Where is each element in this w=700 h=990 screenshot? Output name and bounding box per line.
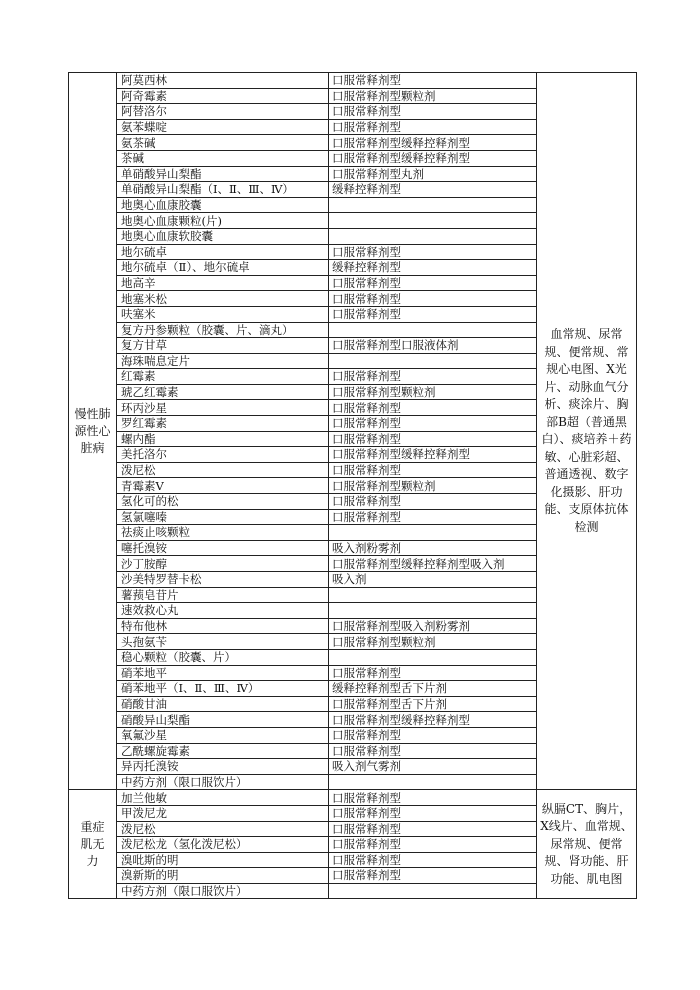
dosage-form-cell: 口服常释剂型 [329,73,537,89]
drug-name-cell: 地奥心血康颗粒(片) [117,213,329,229]
disease-name-cell: 慢性肺源性心脏病 [69,73,117,790]
dosage-form-cell: 口服常释剂型 [329,104,537,120]
drug-name-cell: 硝酸甘油 [117,696,329,712]
drug-catalog-table [68,72,637,899]
dosage-form-cell: 缓释控释剂型舌下片剂 [329,681,537,697]
drug-name-cell: 中药方剂（限口服饮片） [117,774,329,790]
drug-name-cell: 氧氟沙星 [117,727,329,743]
dosage-form-cell: 口服常释剂型丸剂 [329,166,537,182]
dosage-form-cell [329,774,537,790]
drug-name-cell: 氢氯噻嗪 [117,509,329,525]
dosage-form-cell [329,525,537,541]
drug-name-cell: 红霉素 [117,369,329,385]
drug-name-cell: 螺内酯 [117,431,329,447]
dosage-form-cell: 口服常释剂型缓释控释剂型吸入剂 [329,556,537,572]
disease-name-cell: 重症肌无力 [69,790,117,899]
dosage-form-cell: 口服常释剂型缓释控释剂型 [329,447,537,463]
dosage-form-cell [329,228,537,244]
drug-name-cell: 加兰他敏 [117,790,329,806]
dosage-form-cell: 吸入剂粉雾剂 [329,540,537,556]
dosage-form-cell [329,353,537,369]
drug-name-cell: 阿替洛尔 [117,104,329,120]
dosage-form-cell: 口服常释剂型 [329,868,537,884]
table-row [69,790,637,806]
dosage-form-cell: 口服常释剂型 [329,805,537,821]
dosage-form-cell [329,322,537,338]
dosage-form-cell: 口服常释剂型 [329,369,537,385]
dosage-form-cell [329,649,537,665]
drug-name-cell: 茶碱 [117,150,329,166]
drug-name-cell: 异丙托溴铵 [117,759,329,775]
drug-name-cell: 阿莫西林 [117,73,329,89]
table-body [69,73,637,899]
examination-items-cell: 纵膈CT、胸片，X线片、血常规、尿常规、便常规、肾功能、肝功能、肌电图 [537,790,637,899]
drug-name-cell: 美托洛尔 [117,447,329,463]
drug-name-cell: 泼尼松 [117,821,329,837]
dosage-form-cell: 口服常释剂型 [329,400,537,416]
dosage-form-cell: 吸入剂气雾剂 [329,759,537,775]
dosage-form-cell: 口服常释剂型颗粒剂 [329,634,537,650]
dosage-form-cell: 口服常释剂型 [329,291,537,307]
drug-name-cell: 呋塞米 [117,306,329,322]
drug-name-cell: 噻托溴铵 [117,540,329,556]
drug-name-cell: 地奥心血康软胶囊 [117,228,329,244]
drug-name-cell: 地高辛 [117,275,329,291]
dosage-form-cell: 口服常释剂型舌下片剂 [329,696,537,712]
drug-name-cell: 罗红霉素 [117,416,329,432]
dosage-form-cell: 口服常释剂型 [329,431,537,447]
dosage-form-cell: 口服常释剂型颗粒剂 [329,478,537,494]
drug-name-cell: 地塞米松 [117,291,329,307]
drug-name-cell: 硝苯地平（Ⅰ、Ⅱ、Ⅲ、Ⅳ） [117,681,329,697]
drug-name-cell: 单硝酸异山梨酯 [117,166,329,182]
dosage-form-cell: 口服常释剂型 [329,509,537,525]
dosage-form-cell: 口服常释剂型 [329,727,537,743]
dosage-form-cell [329,587,537,603]
dosage-form-cell [329,213,537,229]
drug-name-cell: 环丙沙星 [117,400,329,416]
drug-name-cell: 氢化可的松 [117,494,329,510]
dosage-form-cell: 口服常释剂型口服液体剂 [329,338,537,354]
dosage-form-cell: 口服常释剂型缓释控释剂型 [329,712,537,728]
dosage-form-cell: 口服常释剂型缓释控释剂型 [329,135,537,151]
drug-name-cell: 复方丹参颗粒（胶囊、片、滴丸） [117,322,329,338]
drug-name-cell: 速效救心丸 [117,603,329,619]
drug-name-cell: 海珠喘息定片 [117,353,329,369]
dosage-form-cell [329,603,537,619]
dosage-form-cell: 缓释控释剂型 [329,260,537,276]
drug-name-cell: 阿奇霉素 [117,88,329,104]
drug-name-cell: 单硝酸异山梨酯（Ⅰ、Ⅱ、Ⅲ、Ⅳ） [117,182,329,198]
drug-name-cell: 稳心颗粒（胶囊、片） [117,649,329,665]
drug-name-cell: 氨茶碱 [117,135,329,151]
drug-name-cell: 头孢氨苄 [117,634,329,650]
dosage-form-cell: 口服常释剂型 [329,306,537,322]
dosage-form-cell [329,197,537,213]
drug-name-cell: 乙酰螺旋霉素 [117,743,329,759]
drug-name-cell: 薯蓣皂苷片 [117,587,329,603]
dosage-form-cell: 口服常释剂型 [329,244,537,260]
dosage-form-cell: 口服常释剂型颗粒剂 [329,88,537,104]
drug-name-cell: 溴新斯的明 [117,868,329,884]
dosage-form-cell: 口服常释剂型 [329,462,537,478]
dosage-form-cell: 口服常释剂型 [329,665,537,681]
drug-name-cell: 祛痰止咳颗粒 [117,525,329,541]
dosage-form-cell: 缓释控释剂型 [329,182,537,198]
drug-name-cell: 复方甘草 [117,338,329,354]
drug-name-cell: 硝苯地平 [117,665,329,681]
drug-name-cell: 溴吡斯的明 [117,852,329,868]
drug-name-cell: 地尔硫卓（Ⅱ）、地尔硫卓 [117,260,329,276]
dosage-form-cell: 吸入剂 [329,572,537,588]
drug-name-cell: 泼尼松 [117,462,329,478]
dosage-form-cell: 口服常释剂型颗粒剂 [329,384,537,400]
dosage-form-cell: 口服常释剂型 [329,821,537,837]
dosage-form-cell: 口服常释剂型 [329,416,537,432]
drug-name-cell: 琥乙红霉素 [117,384,329,400]
dosage-form-cell: 口服常释剂型 [329,837,537,853]
drug-name-cell: 泼尼松龙（氢化泼尼松） [117,837,329,853]
drug-catalog-page [68,72,636,899]
dosage-form-cell: 口服常释剂型 [329,852,537,868]
dosage-form-cell [329,883,537,899]
drug-name-cell: 硝酸异山梨酯 [117,712,329,728]
dosage-form-cell: 口服常释剂型 [329,119,537,135]
dosage-form-cell: 口服常释剂型 [329,743,537,759]
drug-name-cell: 青霉素V [117,478,329,494]
table-row [69,73,637,89]
dosage-form-cell: 口服常释剂型吸入剂粉雾剂 [329,618,537,634]
drug-name-cell: 氨苯蝶啶 [117,119,329,135]
drug-name-cell: 沙丁胺醇 [117,556,329,572]
drug-name-cell: 沙美特罗替卡松 [117,572,329,588]
drug-name-cell: 中药方剂（限口服饮片） [117,883,329,899]
drug-name-cell: 地尔硫卓 [117,244,329,260]
drug-name-cell: 特布他林 [117,618,329,634]
dosage-form-cell: 口服常释剂型 [329,275,537,291]
drug-name-cell: 甲泼尼龙 [117,805,329,821]
examination-items-cell: 血常规、尿常规、便常规、常规心电图、X光片、动脉血气分析、痰涂片、胸部B超（普通黑白）、痰培养＋药敏、心脏彩超、普通透视、数字化摄影、肝功能、支原体抗体检测 [537,73,637,790]
dosage-form-cell: 口服常释剂型缓释控释剂型 [329,150,537,166]
drug-name-cell: 地奥心血康胶囊 [117,197,329,213]
dosage-form-cell: 口服常释剂型 [329,494,537,510]
dosage-form-cell: 口服常释剂型 [329,790,537,806]
